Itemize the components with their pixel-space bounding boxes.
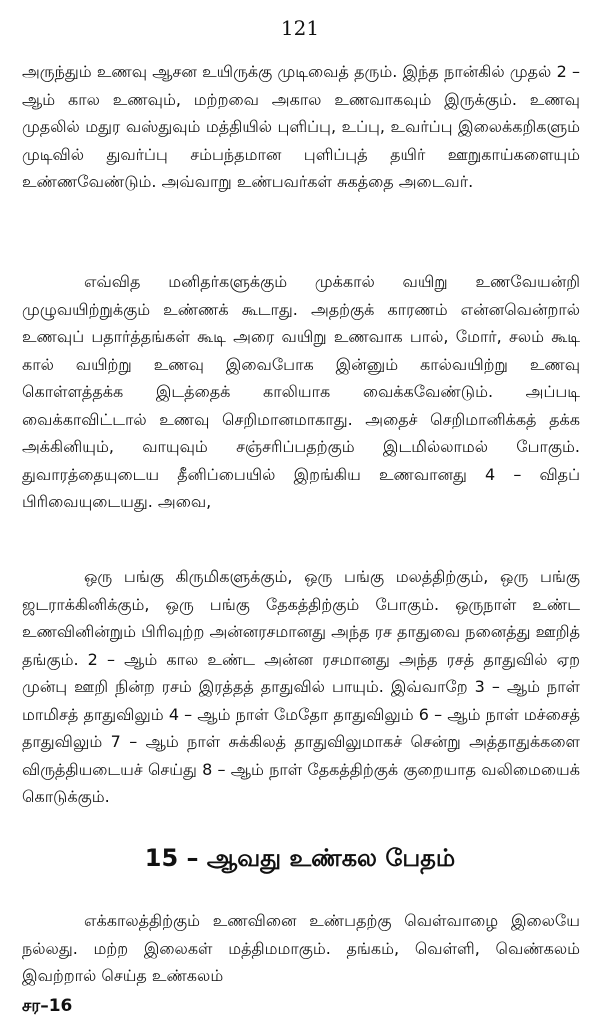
paragraph-2-text: எவ்வித மனிதர்களுக்கும் முக்கால் வயிறு உணவேயன்றி முழுவயிற்றுக்கும் உண்ணக் கூடாது. அதற்குக் காரணம் என்னவென்றால் உணவுப் பதார்த்தங்கள் கூடி அரை வயிறு உணவாக பால், மோர், சலம் கூடி கால் வயிற்று உணவு இவைபோக இன்னும் கால்வயிற்று உணவு கொள்ளத்தக்க இடத்தைக் காலியாக வைக்கவேண்டும். அப்படி வைக்காவிட்டால் உணவு செறிமானமாகாது. அதைச் செறிமானிக்கத் தக்க அக்கினியும், வாயுவும் சஞ்சரிப்பதற்கும் இடமில்லாமல் போகும். துவாரத்தையுடைய தீனிப்பையில் இறங்கிய உணவானது 4 – விதப் பிரிவையுடையது. அவை,	[22, 272, 580, 511]
paragraph-1-text: அருந்தும் உணவு ஆசன உயிருக்கு முடிவைத் தரும். இந்த நான்கில் முதல் 2 – ஆம் கால உணவும், மற்றவை அகால உணவாகவும் இருக்கும். உணவு முதலில் மதுர வஸ்துவும் மத்தியில் புளிப்பு, உப்பு, உவர்ப்பு இலைக்கறிகளும் முடிவில் துவர்ப்பு சம்பந்தமான புளிப்புத் தயிர் ஊறுகாய்களையும் உண்ணவேண்டும். அவ்வாறு உண்பவர்கள் சுகத்தை அடைவர்.	[22, 62, 580, 191]
paragraph-3	[22, 563, 580, 811]
paragraph-4-text: எக்காலத்திற்கும் உணவினை உண்பதற்கு வெள்வாழை இலையே நல்லது. மற்ற இலைகள் மத்திமமாகும். தங்கம், வெள்ளி, வெண்கலம் இவற்றால் செய்த உண்கலம்	[22, 911, 580, 985]
printer-signature-mark: சர–16	[22, 996, 73, 1016]
paragraph-3-text: ஒரு பங்கு கிருமிகளுக்கும், ஒரு பங்கு மலத்திற்கும், ஒரு பங்கு ஜடராக்கினிக்கும், ஒரு பங்கு தேகத்திற்கும் போகும். ஒருநாள் உண்ட உணவினின்றும் பிரிவுற்ற அன்னரசமானது அந்த ரச தாதுவை நனைத்து ஊறித் தங்கும். 2 – ஆம் கால உண்ட அன்ன ரசமானது அந்த ரசத் தாதுவில் ஏற முன்பு ஊறி நின்ற ரசம் இரத்தத் தாதுவில் பாயும். இவ்வாறே 3 – ஆம் நாள் மாமிசத் தாதுவிலும் 4 – ஆம் நாள் மேதோ தாதுவிலும் 6 – ஆம் நாள் மச்சைத் தாதுவிலும் 7 – ஆம் நாள் சுக்கிலத் தாதுவிலுமாகச் சென்று அத்தாதுக்களை விருத்தியடையச் செய்து 8 – ஆம் நாள் தேகத்திற்குக் குறையாத வலிமையைக் கொடுக்கும்.	[22, 567, 580, 806]
paragraph-2	[22, 268, 580, 516]
paragraph-1	[22, 58, 580, 196]
section-heading: 15 – ஆவது உண்கல பேதம்	[144, 844, 456, 872]
paragraph-4	[22, 907, 580, 990]
page-number: 121	[280, 16, 320, 40]
